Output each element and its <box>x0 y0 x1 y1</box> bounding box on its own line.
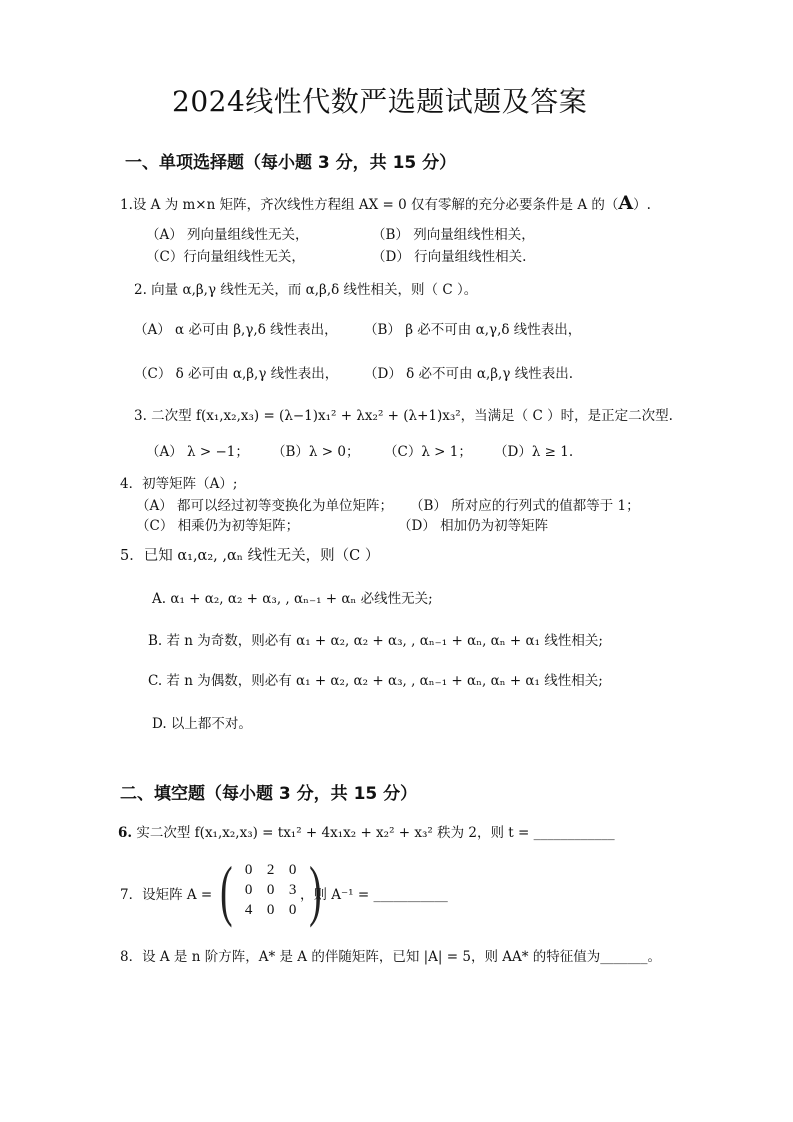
question-1-option-a: （A） 列向量组线性无关， <box>146 227 309 243</box>
matrix-cell: 3 <box>288 882 297 898</box>
question-1-option-c: （C）行向量组线性无关， <box>146 249 305 265</box>
question-2-option-b: （B） β 必不可由 α,γ,δ 线性表出， <box>364 322 582 338</box>
question-5-option-a: A. α₁ + α₂, α₂ + α₃, , αₙ₋₁ + αₙ 必线性无关; <box>152 591 433 607</box>
question-2-option-d: （D） δ 必不可由 α,β,γ 线性表出. <box>364 366 573 382</box>
question-1 <box>120 192 651 214</box>
question-6-number: 6. <box>118 825 133 841</box>
matrix-cell: 0 <box>244 862 253 878</box>
matrix-cell: 0 <box>288 902 297 918</box>
question-5: 5．已知 α₁,α₂, ,αₙ 线性无关，则（C ） <box>120 548 380 564</box>
matrix-cell: 0 <box>266 882 275 898</box>
question-4-option-d: （D） 相加仍为初等矩阵 <box>398 518 549 534</box>
matrix-cell: 0 <box>266 902 275 918</box>
matrix-cell: 2 <box>266 862 275 878</box>
question-1-option-b: （B） 列向量组线性相关， <box>372 227 535 243</box>
page-title: 2024线性代数严选题试题及答案 <box>172 85 588 118</box>
question-7-prefix: 7．设矩阵 A = <box>120 887 213 903</box>
left-paren: ( <box>220 852 233 928</box>
matrix-cell: 0 <box>288 862 297 878</box>
question-4: 4．初等矩阵（A）; <box>120 476 238 492</box>
question-7-suffix: ，则 A⁻¹ = ___________ <box>300 887 448 903</box>
section-heading-choice: 一、单项选择题（每小题 3 分，共 15 分） <box>125 153 457 173</box>
question-1-stem: 1.设 A 为 m×n 矩阵，齐次线性方程组 AX = 0 仅有零解的充分必要条件是 A 的（ <box>120 197 619 213</box>
question-6-text: 实二次型 f(x₁,x₂,x₃) = tx₁² + 4x₁x₂ + x₂² + x₃² 秩为 2，则 t = ____________ <box>136 825 615 841</box>
question-4-option-a: （A） 都可以经过初等变换化为单位矩阵； <box>136 498 394 514</box>
question-3-option-a: （A） λ > −1； <box>146 444 249 460</box>
question-5-option-c: C. 若 n 为偶数，则必有 α₁ + α₂, α₂ + α₃, , αₙ₋₁ + αₙ, αₙ + α₁ 线性相关; <box>148 673 603 689</box>
question-2-option-a: （A） α 必可由 β,γ,δ 线性表出， <box>134 322 338 338</box>
question-4-option-b: （B） 所对应的行列式的值都等于 1； <box>410 498 640 514</box>
question-3: 3. 二次型 f(x₁,x₂,x₃) = (λ−1)x₁² + λx₂² + (λ+1)x₃²，当满足（ C ）时，是正定二次型. <box>134 408 673 424</box>
question-1-close: ）. <box>633 197 651 213</box>
right-paren: ) <box>308 852 322 928</box>
section-heading-fill-blank: 二、填空题（每小题 3 分，共 15 分） <box>120 784 418 804</box>
question-2-option-c: （C） δ 必可由 α,β,γ 线性表出， <box>134 366 339 382</box>
question-3-option-b: （B）λ > 0； <box>272 444 360 460</box>
question-3-option-c: （C）λ > 1； <box>384 444 472 460</box>
question-4-option-c: （C） 相乘仍为初等矩阵； <box>136 518 300 534</box>
question-2: 2. 向量 α,β,γ 线性无关，而 α,β,δ 线性相关，则（ C ）。 <box>134 282 478 298</box>
question-5-option-b: B. 若 n 为奇数，则必有 α₁ + α₂, α₂ + α₃, , αₙ₋₁ + αₙ, αₙ + α₁ 线性相关; <box>148 633 603 649</box>
matrix-cell: 0 <box>244 882 253 898</box>
question-1-answer: A <box>618 192 634 214</box>
question-1-option-d: （D） 行向量组线性相关. <box>372 249 527 265</box>
matrix-cell: 4 <box>244 902 253 918</box>
question-5-option-d: D. 以上都不对。 <box>152 716 252 732</box>
question-6 <box>118 821 615 841</box>
matrix-a-grid <box>238 860 304 920</box>
question-8: 8．设 A 是 n 阶方阵，A* 是 A 的伴随矩阵，已知 |A| = 5，则 AA* 的特征值为_______。 <box>120 949 662 965</box>
question-3-option-d: （D）λ ≥ 1. <box>494 444 574 460</box>
